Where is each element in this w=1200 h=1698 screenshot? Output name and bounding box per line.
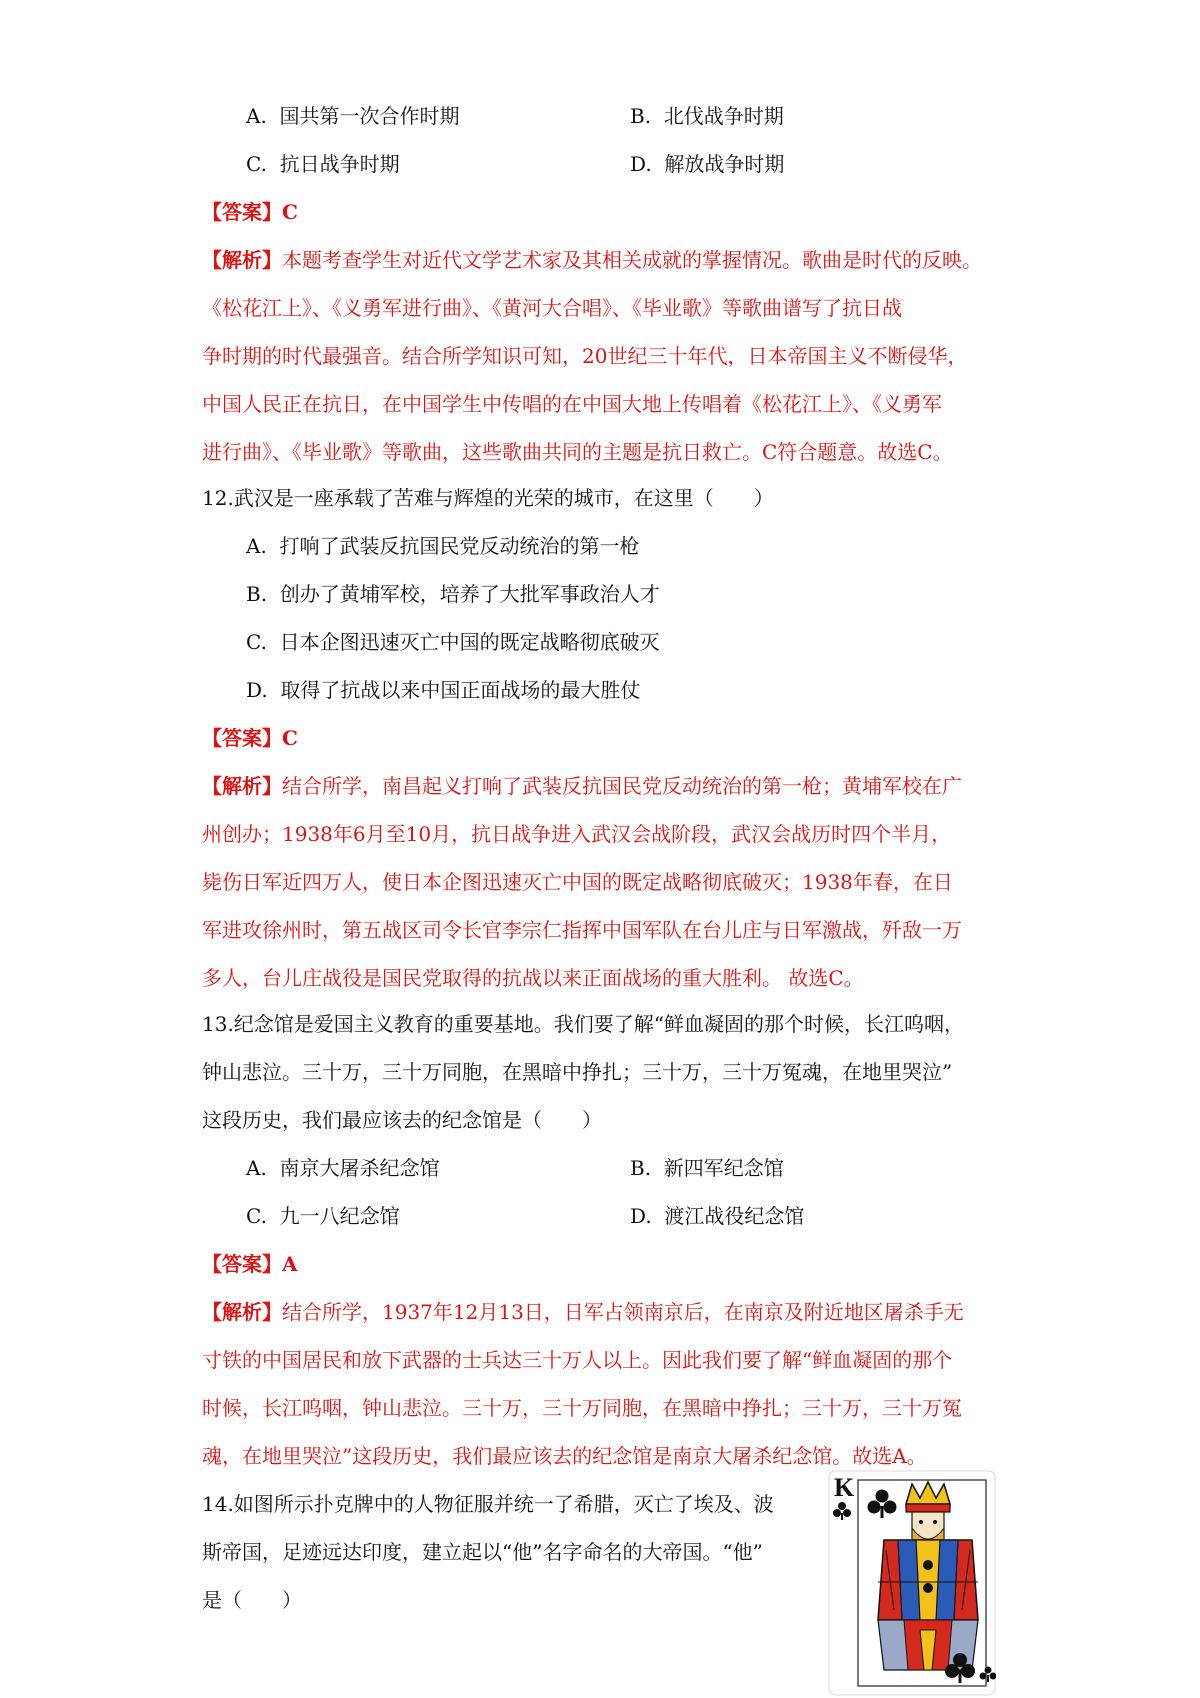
q13-option-d: D. 渡江战役纪念馆 (630, 1204, 805, 1228)
card-rank-top: K (834, 1473, 855, 1502)
q13-option-a: A. 南京大屠杀纪念馆 (246, 1156, 440, 1180)
q12-analysis-line-3: 毙伤日军近四万人，使日本企图迅速灭亡中国的既定战略彻底破灭；1938年春，在日 (202, 870, 953, 894)
q12-option-c: C. 日本企图迅速灭亡中国的既定战略彻底破灭 (246, 630, 660, 654)
q11-analysis-line-1: 【解析】本题考查学生对近代文学艺术家及其相关成就的掌握情况。歌曲是时代的反映。 (202, 248, 982, 272)
q11-option-c: C. 抗日战争时期 (246, 152, 400, 176)
q13-stem-line-1: 13.纪念馆是爱国主义教育的重要基地。我们要了解“鲜血凝固的那个时候，长江呜咽， (202, 1012, 965, 1036)
q12-option-b: B. 创办了黄埔军校，培养了大批军事政治人才 (246, 582, 660, 606)
q12-stem: 12.武汉是一座承载了苦难与辉煌的光荣的城市，在这里（ ） (202, 486, 774, 510)
q12-answer: 【答案】C (202, 726, 298, 750)
q11-analysis-line-2: 《松花江上》、《义勇军进行曲》、《黄河大合唱》、《毕业歌》等歌曲谱写了抗日战 (202, 296, 902, 320)
q12-analysis-line-5: 多人，台儿庄战役是国民党取得的抗战以来正面战场的重大胜利。 故选C。 (202, 966, 864, 990)
king-face-icon (912, 1512, 944, 1540)
king-robe-icon (878, 1540, 978, 1620)
q14-stem-line-2: 斯帝国，足迹远达印度，建立起以“他”名字命名的大帝国。“他” (202, 1540, 763, 1564)
q12-analysis-line-4: 军进攻徐州时，第五战区司令长官李宗仁指挥中国军队在台儿庄与日军激战，歼敌一万 (202, 918, 962, 942)
q13-answer: 【答案】A (202, 1252, 298, 1276)
q12-option-d: D. 取得了抗战以来中国正面战场的最大胜仗 (246, 678, 641, 702)
q11-option-b: B. 北伐战争时期 (630, 104, 784, 128)
q12-option-a: A. 打响了武装反抗国民党反动统治的第一枪 (246, 534, 640, 558)
king-crown-icon (906, 1482, 950, 1512)
q11-analysis-line-3: 争时期的时代最强音。结合所学知识可知，20世纪三十年代，日本帝国主义不断侵华， (202, 344, 968, 368)
q12-analysis-line-1: 【解析】结合所学，南昌起义打响了武装反抗国民党反动统治的第一枪；黄埔军校在广 (202, 774, 962, 798)
q11-analysis-line-5: 进行曲》、《毕业歌》等歌曲，这些歌曲共同的主题是抗日救亡。C符合题意。故选C。 (202, 440, 953, 464)
q11-answer: 【答案】C (202, 200, 298, 224)
q13-option-b: B. 新四军纪念馆 (630, 1156, 784, 1180)
q14-stem-line-3: 是（ ） (202, 1588, 302, 1612)
q13-stem-line-3: 这段历史，我们最应该去的纪念馆是（ ） (202, 1108, 602, 1132)
q13-analysis-line-4: 魂，在地里哭泣”这段历史，我们最应该去的纪念馆是南京大屠杀纪念馆。故选A。 (202, 1444, 927, 1468)
q11-option-a: A. 国共第一次合作时期 (246, 104, 460, 128)
q13-analysis-line-3: 时候，长江呜咽，钟山悲泣。三十万，三十万同胞，在黑暗中挣扎；三十万，三十万冤 (202, 1396, 962, 1420)
q13-stem-line-2: 钟山悲泣。三十万，三十万同胞，在黑暗中挣扎；三十万，三十万冤魂，在地里哭泣” (202, 1060, 953, 1084)
q13-option-c: C. 九一八纪念馆 (246, 1204, 400, 1228)
q12-analysis-line-2: 州创办；1938年6月至10月，抗日战争进入武汉会战阶段，武汉会战历时四个半月， (202, 822, 952, 846)
q11-option-d: D. 解放战争时期 (630, 152, 785, 176)
q11-analysis-line-4: 中国人民正在抗日，在中国学生中传唱的在中国大地上传唱着《松花江上》、《义勇军 (202, 392, 942, 416)
q13-analysis-line-1: 【解析】结合所学，1937年12月13日，日军占领南京后，在南京及附近地区屠杀手无 (202, 1300, 964, 1324)
q13-analysis-line-2: 寸铁的中国居民和放下武器的士兵达三十万人以上。因此我们要了解“鲜血凝固的那个 (202, 1348, 953, 1372)
king-of-clubs-card-image (828, 1470, 996, 1696)
q14-stem-line-1: 14.如图所示扑克牌中的人物征服并统一了希腊，灭亡了埃及、波 (202, 1492, 774, 1516)
